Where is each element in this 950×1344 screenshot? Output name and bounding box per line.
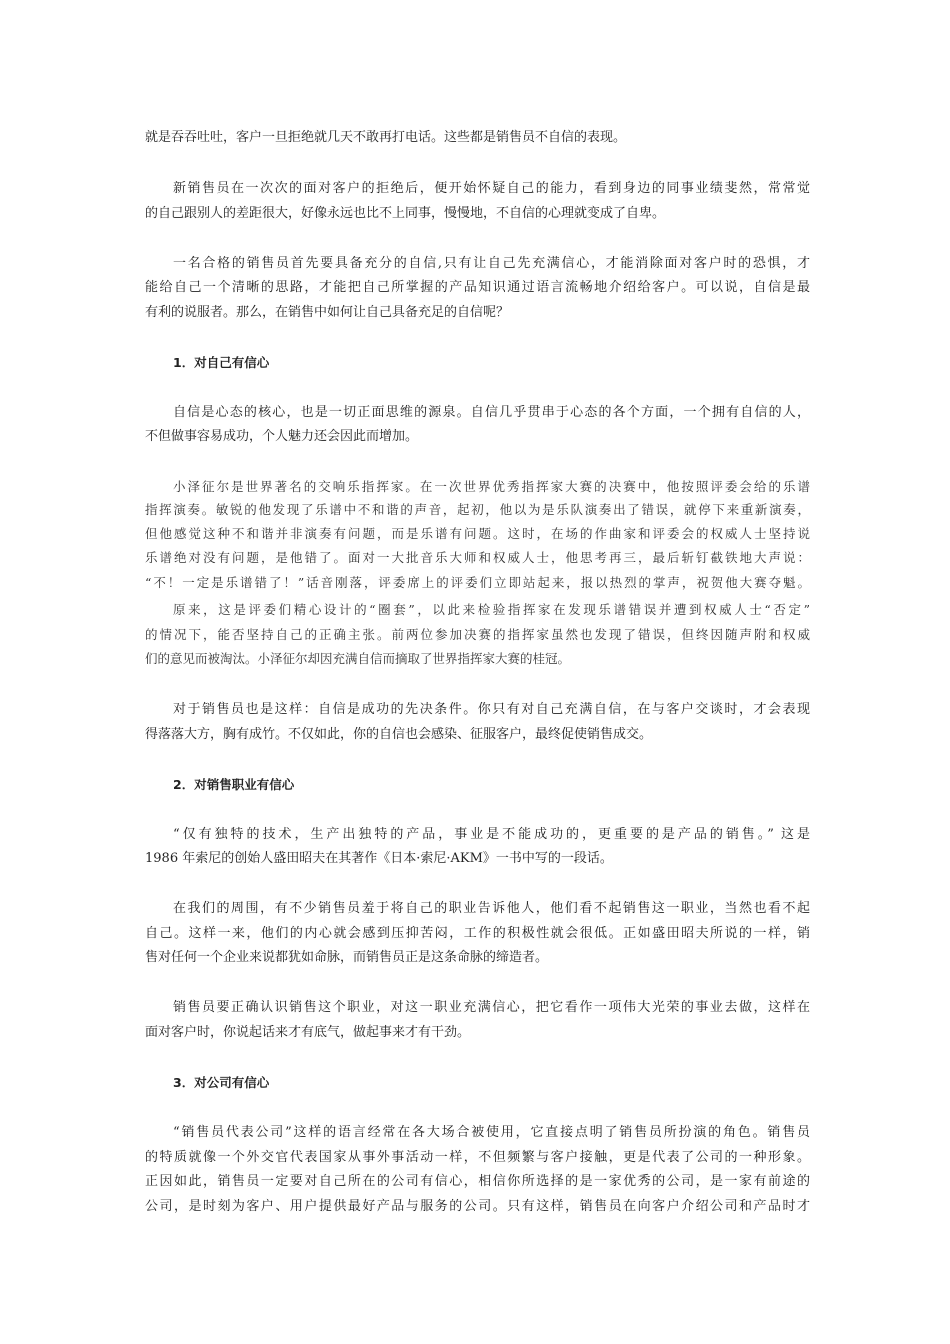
story-line: 们的意见而被淘汰。小泽征尔却因充满自信而摘取了世界指挥家大赛的桂冠。 xyxy=(145,651,571,666)
story-line: 小泽征尔是世界著名的交响乐指挥家。在一次世界优秀指挥家大赛的决赛中，他按照评委会给的乐谱 xyxy=(173,479,810,494)
paragraph-line: 得落落大方，胸有成竹。不仅如此，你的自信也会感染、征服客户，最终促使销售成交。 xyxy=(145,727,653,742)
story-line: 指挥演奏。敏锐的他发现了乐谱中不和谐的声音，起初，他以为是乐队演奏出了错误，就停下来重新演奏， xyxy=(145,502,810,517)
story-line: 原来，这是评委们精心设计的“圈套”，以此来检验指挥家在发现乐谱错误并遭到权威人士“否定” xyxy=(173,602,810,617)
paragraph-line: 正因如此，销售员一定要对自己所在的公司有信心，相信你所选择的是一家优秀的公司，是一家有前途的 xyxy=(145,1174,810,1189)
paragraph-line: 在我们的周围，有不少销售员羞于将自己的职业告诉他人，他们看不起销售这一职业，当然也看不起 xyxy=(173,901,810,916)
paragraph-line: “仅有独特的技术，生产出独特的产品，事业是不能成功的，更重要的是产品的销售。” 这是 xyxy=(173,827,810,842)
story-line: 乐谱绝对没有问题，是他错了。面对一大批音乐大师和权威人士，他思考再三，最后斩钉截铁地大声说： xyxy=(145,550,810,565)
paragraph-line: 销售员要正确认识销售这个职业，对这一职业充满信心，把它看作一项伟大光荣的事业去做，这样在 xyxy=(173,1000,810,1015)
paragraph-line: 就是吞吞吐吐，客户一旦拒绝就几天不敢再打电话。这些都是销售员不自信的表现。 xyxy=(145,130,627,145)
paragraph-line: 1986 年索尼的创始人盛田昭夫在其著作《日本·索尼·AKM》一书中写的一段话。 xyxy=(145,851,613,866)
paragraph-line: 售对任何一个企业来说都犹如命脉，而销售员正是这条命脉的缔造者。 xyxy=(145,950,549,965)
paragraph-line: 自信是心态的核心，也是一切正面思维的源泉。自信几乎贯串于心态的各个方面，一个拥有自信的人， xyxy=(173,405,810,420)
paragraph-line: 一名合格的销售员首先要具备充分的自信,只有让自己先充满信心，才能消除面对客户时的恐惧，才 xyxy=(173,256,810,271)
paragraph-line: 对于销售员也是这样：自信是成功的先决条件。你只有对自己充满自信，在与客户交谈时，才会表现 xyxy=(173,702,810,717)
section-heading-3: 3．对公司有信心 xyxy=(173,1075,270,1090)
story-line: 但他感觉这种不和谐并非演奏有问题，而是乐谱有问题。这时，在场的作曲家和评委会的权威人士坚持说 xyxy=(145,526,810,541)
paragraph-line: 不但做事容易成功，个人魅力还会因此而增加。 xyxy=(145,429,419,444)
paragraph-line: 有利的说服者。那么，在销售中如何让自己具备充足的自信呢？ xyxy=(145,305,510,320)
paragraph-line: 面对客户时，你说起话来才有底气，做起事来才有干劲。 xyxy=(145,1025,471,1040)
story-line: “不！一定是乐谱错了！”话音刚落，评委席上的评委们立即站起来，报以热烈的掌声，祝贺他大赛夺魁。 xyxy=(145,575,810,590)
story-line: 的情况下，能否坚持自己的正确主张。前两位参加决赛的指挥家虽然也发现了错误，但终因随声附和权威 xyxy=(145,627,810,642)
section-heading-2: 2．对销售职业有信心 xyxy=(173,777,295,792)
paragraph-line: “销售员代表公司”这样的语言经常在各大场合被使用，它直接点明了销售员所扮演的角色。销售员 xyxy=(173,1125,810,1140)
paragraph-line: 的特质就像一个外交官代表国家从事外事活动一样，不但频繁与客户接触，更是代表了公司的一种形象。 xyxy=(145,1150,810,1165)
paragraph-line: 新销售员在一次次的面对客户的拒绝后，便开始怀疑自己的能力，看到身边的同事业绩斐然，常常觉 xyxy=(173,181,810,196)
paragraph-line: 自己。这样一来，他们的内心就会感到压抑苦闷，工作的积极性就会很低。正如盛田昭夫所说的一样，销 xyxy=(145,926,810,941)
section-heading-1: 1．对自己有信心 xyxy=(173,355,270,370)
paragraph-line: 的自己跟别人的差距很大，好像永远也比不上同事，慢慢地，不自信的心理就变成了自卑。 xyxy=(145,206,666,221)
paragraph-line: 能给自己一个清晰的思路，才能把自己所掌握的产品知识通过语言流畅地介绍给客户。可以说，自信是最 xyxy=(145,280,810,295)
paragraph-line: 公司，是时刻为客户、用户提供最好产品与服务的公司。只有这样，销售员在向客户介绍公司和产品时才 xyxy=(145,1199,810,1214)
